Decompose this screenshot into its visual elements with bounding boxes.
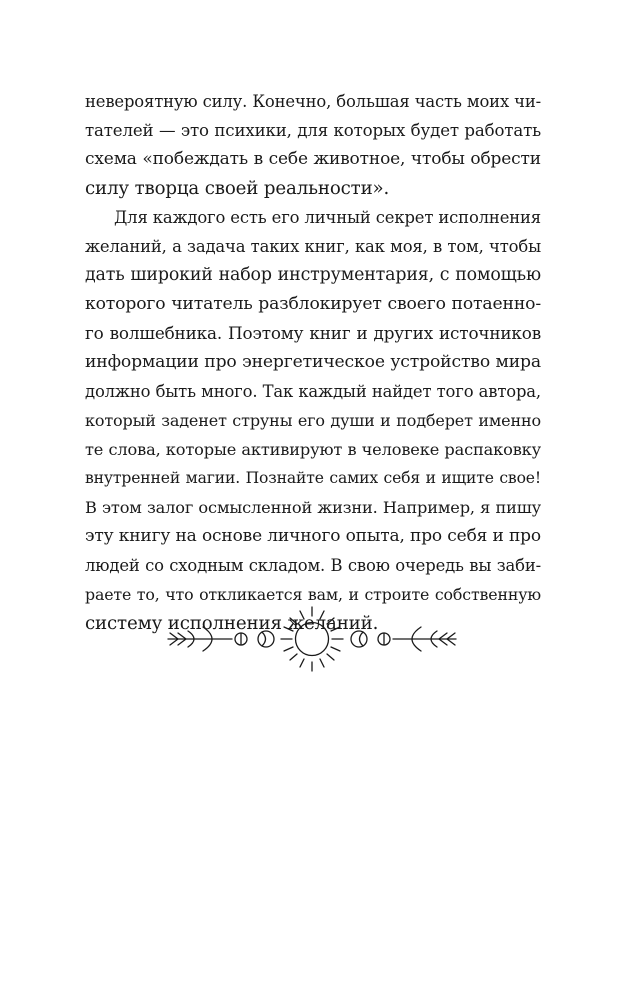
text-line: невероятную силу. Конечно, большая часть моих чи-	[85, 92, 541, 111]
text-line: силу творца своей реальности».	[85, 178, 390, 199]
text-line: Для каждого есть его личный секрет исполнения	[114, 208, 541, 227]
text-line: должно быть много. Так каждый найдет того автора,	[85, 382, 541, 401]
sun-icon	[281, 607, 343, 671]
text-line: го волшебника. Поэтому книг и других источников	[85, 323, 541, 343]
text-line: который заденет струны его души и подберет именно	[85, 411, 541, 430]
sun-moon-ornament-icon	[165, 603, 459, 675]
text-line: информации про энергетическое устройство мира	[85, 352, 541, 372]
text-line: систему исполнения желаний.	[85, 613, 379, 634]
left-branch-icon	[168, 627, 232, 651]
text-line: людей со сходным складом. В свою очередь вы заби-	[85, 556, 541, 575]
text-line: те слова, которые активируют в человеке распаковку	[85, 440, 541, 459]
text-line: схема «побеждать в себе животное, чтобы обрести	[85, 149, 541, 169]
left-moon-phases-icon	[235, 631, 274, 647]
right-branch-icon	[393, 627, 456, 651]
body-text	[85, 87, 541, 638]
text-line: тателей — это психики, для которых будет работать	[85, 121, 541, 140]
text-line: дать широкий набор инструментария, с помощью	[85, 265, 541, 285]
right-moon-phases-icon	[351, 631, 390, 647]
text-line: эту книгу на основе личного опыта, про себя и про	[85, 526, 541, 546]
text-line: В этом залог осмысленной жизни. Например, я пишу	[85, 498, 541, 517]
text-line: внутренней магии. Познайте самих себя и ищите свое!	[85, 469, 541, 487]
text-line: раете то, что откликается вам, и строите собственную	[85, 585, 541, 604]
text-line: которого читатель разблокирует своего потаенно-	[85, 294, 541, 314]
text-line: желаний, а задача таких книг, как моя, в том, чтобы	[85, 237, 541, 256]
